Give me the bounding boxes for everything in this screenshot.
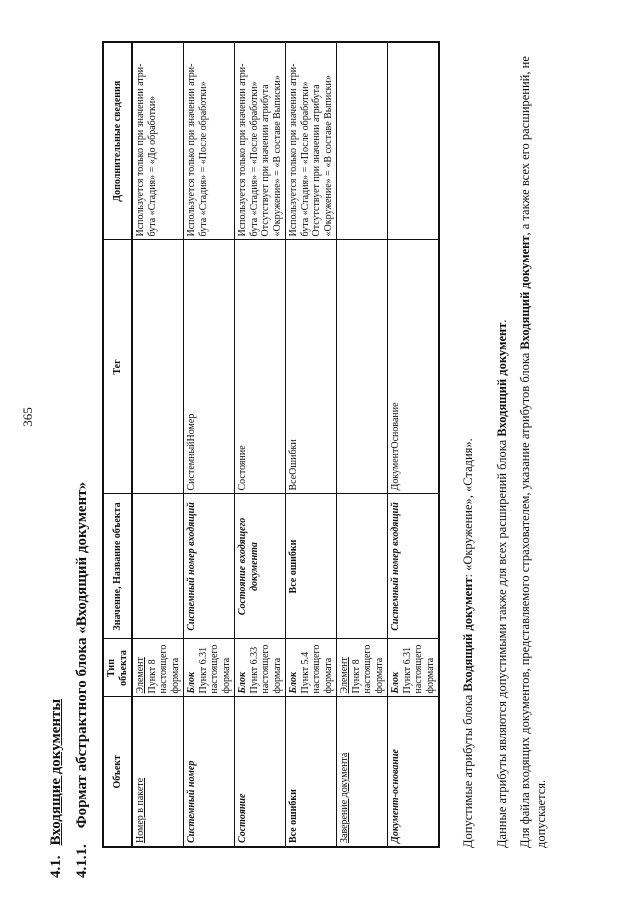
cell-tag: ВсеОшибки xyxy=(286,240,337,494)
cell-info: Используется только при значении атри-бута «Стадия» = «До обработки» xyxy=(132,42,184,240)
cell-tag xyxy=(132,240,184,494)
page-number: 365 xyxy=(20,407,35,427)
table-row xyxy=(286,42,337,847)
paragraph-text: Для файла входящих документов, представляемого страхователем, указание атрибутов блока xyxy=(518,349,532,848)
type-kind: Блок xyxy=(186,671,197,694)
cell-value: Системный номер входящий xyxy=(388,494,440,639)
allowed-attributes-paragraph xyxy=(460,23,476,848)
cell-object: Номер в пакете xyxy=(132,697,184,847)
type-kind: Блок xyxy=(237,671,248,694)
rotated-page xyxy=(20,18,620,878)
type-ref: формата xyxy=(220,657,232,694)
type-ref: настоящего xyxy=(413,644,424,694)
type-ref: настоящего xyxy=(311,644,322,694)
restriction-paragraph xyxy=(517,23,550,848)
cell-object: Все ошибки xyxy=(286,697,337,847)
type-kind: Блок xyxy=(390,671,401,694)
header-info: Дополнительные сведения xyxy=(103,42,132,240)
table-row xyxy=(235,42,286,847)
section-number: 4.1. xyxy=(48,855,64,878)
header-value: Значение, Название объекта xyxy=(103,494,132,639)
cell-value xyxy=(132,494,184,639)
cell-tag: Состояние xyxy=(235,240,286,494)
type-ref: формата xyxy=(169,657,181,694)
section-title: Входящие документы xyxy=(48,698,64,846)
cell-info xyxy=(337,42,388,240)
paragraph-text: . xyxy=(495,319,509,323)
paragraph-text: , а также всех его расширений, не допускается. xyxy=(518,56,549,848)
type-ref: Пункт 6.33 xyxy=(248,646,260,694)
cell-type xyxy=(286,639,337,697)
cell-value: Все ошибки xyxy=(286,494,337,639)
cell-tag xyxy=(337,240,388,494)
subsection-number: 4.1.1. xyxy=(74,844,90,878)
cell-object: Системный номер xyxy=(184,697,235,847)
attributes-table xyxy=(102,41,440,848)
type-ref: формата xyxy=(271,657,283,694)
header-type: Тип объекта xyxy=(103,639,132,697)
table-row xyxy=(132,42,184,847)
cell-tag: СистемныйНомер xyxy=(184,240,235,494)
paragraph-text: Данные атрибуты являются допустимыми также для всех расширений блока xyxy=(495,436,509,848)
paragraph-text: Допустимые атрибуты блока xyxy=(461,691,475,848)
cell-type xyxy=(132,639,184,697)
type-kind: Блок xyxy=(288,671,299,694)
header-tag: Тег xyxy=(103,240,132,494)
table-row xyxy=(337,42,388,847)
type-ref: настоящего xyxy=(260,644,271,694)
cell-value: Состояние входящего документа xyxy=(235,494,286,639)
cell-object: Состояние xyxy=(235,697,286,847)
cell-type xyxy=(184,639,235,697)
cell-info: Используется только при значении атри-бута «Стадия» = «После обработки» Отсутствует при значении атрибута «Окружение» = «В составе Выписки» xyxy=(286,42,337,240)
cell-type xyxy=(337,639,388,697)
cell-object: Заверение документа xyxy=(337,697,388,847)
table-row xyxy=(184,42,235,847)
subsection-title: Формат абстрактного блока «Входящий документ» xyxy=(74,481,90,829)
cell-tag: ДокументОснование xyxy=(388,240,440,494)
type-ref: Пункт 8 xyxy=(350,659,362,694)
paragraph-bold-text: Входящий документ xyxy=(518,235,532,350)
cell-type xyxy=(388,639,440,697)
table-header-row xyxy=(103,42,132,847)
cell-object: Документ-основание xyxy=(388,697,440,847)
type-ref: настоящего xyxy=(158,644,169,694)
cell-info xyxy=(388,42,440,240)
paragraph-text: : «Окружение», «Стадия». xyxy=(461,438,475,578)
extensions-paragraph xyxy=(494,23,510,848)
cell-info: Используется только при значении атри-бута «Стадия» = «После обработки» Отсутствует при значении атрибута «Окружение» = «В составе Выписки» xyxy=(235,42,286,240)
type-ref: формата xyxy=(424,657,436,694)
cell-type xyxy=(235,639,286,697)
header-object: Объект xyxy=(103,697,132,847)
cell-info: Используется только при значении атри-бута «Стадия» = «После обработки» xyxy=(184,42,235,240)
type-ref: настоящего xyxy=(209,644,220,694)
type-kind: Элемент xyxy=(339,657,350,694)
paragraph-bold-text: Входящий документ xyxy=(495,322,509,437)
type-ref: формата xyxy=(373,657,385,694)
type-ref: Пункт 5.4 xyxy=(299,651,311,694)
table-row xyxy=(388,42,440,847)
type-ref: Пункт 8 xyxy=(146,659,158,694)
type-ref: Пункт 6.31 xyxy=(401,646,413,694)
cell-value xyxy=(337,494,388,639)
type-ref: Пункт 6.31 xyxy=(197,646,209,694)
paragraph-bold-text: Входящий документ xyxy=(461,577,475,692)
type-ref: настоящего xyxy=(362,644,373,694)
type-ref: формата xyxy=(322,657,334,694)
cell-value: Системный номер входящий xyxy=(184,494,235,639)
section-heading xyxy=(48,699,65,878)
subsection-heading xyxy=(74,482,91,878)
type-kind: Элемент xyxy=(135,657,146,694)
